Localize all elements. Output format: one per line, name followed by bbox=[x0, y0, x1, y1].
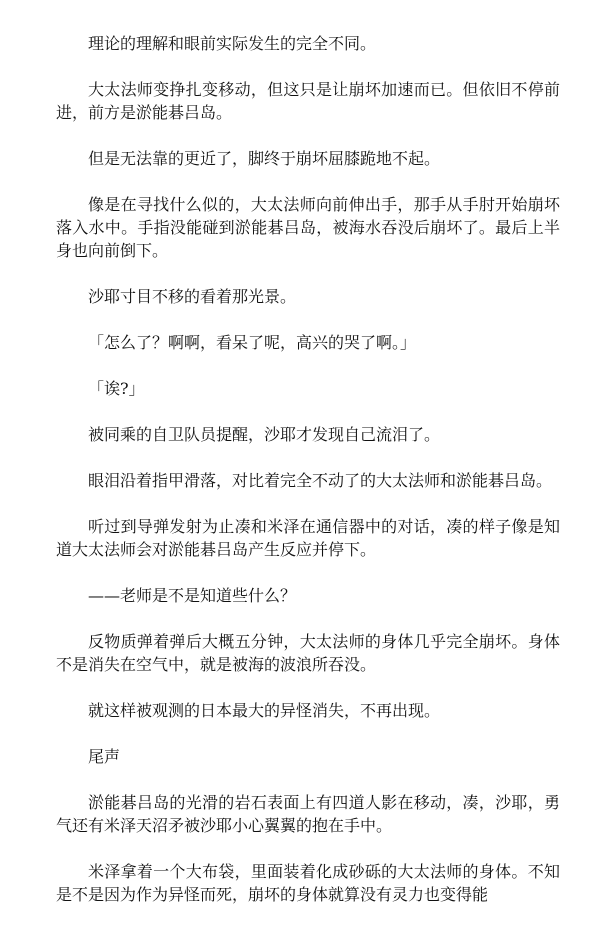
paragraph: 淤能碁吕岛的光滑的岩石表面上有四道人影在移动，凑，沙耶，勇气还有米泽天沼矛被沙耶小心翼翼的抱在手中。 bbox=[56, 793, 560, 835]
paragraph: 就这样被观测的日本最大的异怪消失，不再出现。 bbox=[88, 701, 441, 720]
paragraph: 但是无法靠的更近了，脚终于崩坏屈膝跪地不起。 bbox=[88, 149, 441, 168]
document-page bbox=[56, 32, 560, 929]
paragraph: 沙耶寸目不移的看着那光景。 bbox=[88, 287, 297, 306]
paragraph: 被同乘的自卫队员提醒，沙耶才发现自己流泪了。 bbox=[88, 425, 441, 444]
dialogue-line: 「怎么了？啊啊，看呆了呢，高兴的哭了啊。」 bbox=[88, 333, 417, 352]
paragraph: 理论的理解和眼前实际发生的完全不同。 bbox=[88, 34, 377, 53]
paragraph: 听过到导弹发射为止凑和米泽在通信器中的对话，凑的样子像是知道大太法师会对淤能碁吕岛产生反应并停下。 bbox=[56, 517, 560, 559]
paragraph: ——老师是不是知道些什么？ bbox=[88, 586, 297, 605]
paragraph: 反物质弹着弹后大概五分钟，大太法师的身体几乎完全崩坏。身体不是消失在空气中，就是被海的波浪所吞没。 bbox=[56, 632, 560, 674]
section-heading: 尾声 bbox=[88, 747, 121, 766]
paragraph: 像是在寻找什么似的，大太法师向前伸出手，那手从手肘开始崩坏落入水中。手指没能碰到淤能碁吕岛，被海水吞没后崩坏了。最后上半身也向前倒下。 bbox=[56, 195, 560, 260]
paragraph: 眼泪沿着指甲滑落，对比着完全不动了的大太法师和淤能碁吕岛。 bbox=[88, 471, 553, 490]
dialogue-line: 「诶?」 bbox=[88, 379, 145, 398]
paragraph: 大太法师变挣扎变移动，但这只是让崩坏加速而已。但依旧不停前进，前方是淤能碁吕岛。 bbox=[56, 80, 560, 122]
paragraph: 米泽拿着一个大布袋，里面装着化成砂砾的大太法师的身体。不知是不是因为作为异怪而死，崩坏的身体就算没有灵力也变得能 bbox=[56, 862, 560, 904]
